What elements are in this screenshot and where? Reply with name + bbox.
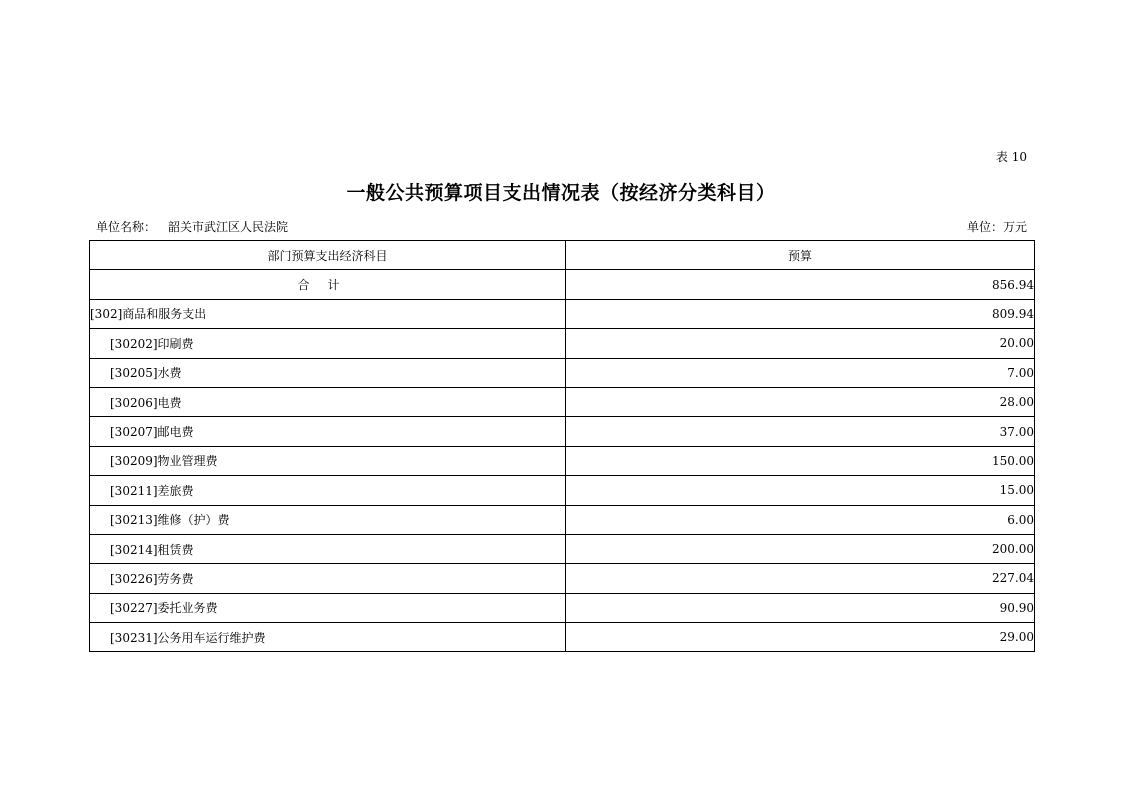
table-row bbox=[90, 387, 1035, 416]
table-row bbox=[90, 505, 1035, 534]
budget-table bbox=[89, 240, 1035, 652]
row-category: [30206]电费 bbox=[90, 387, 566, 416]
table-row bbox=[90, 534, 1035, 563]
row-amount: 227.04 bbox=[566, 564, 1035, 593]
table-row bbox=[90, 623, 1035, 652]
table-row bbox=[90, 270, 1035, 299]
row-category: [30214]租赁费 bbox=[90, 534, 566, 563]
row-amount: 6.00 bbox=[566, 505, 1035, 534]
table-number: 表 10 bbox=[995, 150, 1027, 164]
row-amount: 15.00 bbox=[566, 476, 1035, 505]
row-category: 合计 bbox=[90, 270, 566, 299]
table-row bbox=[90, 358, 1035, 387]
row-category: [30209]物业管理费 bbox=[90, 446, 566, 475]
row-category: [30205]水费 bbox=[90, 358, 566, 387]
row-amount: 200.00 bbox=[566, 534, 1035, 563]
row-category: [302]商品和服务支出 bbox=[90, 299, 566, 328]
table-row bbox=[90, 417, 1035, 446]
currency-unit: 单位：万元 bbox=[966, 220, 1027, 234]
row-amount: 150.00 bbox=[566, 446, 1035, 475]
row-amount: 37.00 bbox=[566, 417, 1035, 446]
row-category: [30202]印刷费 bbox=[90, 329, 566, 358]
row-category: [30213]维修（护）费 bbox=[90, 505, 566, 534]
row-amount: 809.94 bbox=[566, 299, 1035, 328]
table-row bbox=[90, 329, 1035, 358]
row-amount: 7.00 bbox=[566, 358, 1035, 387]
table-row bbox=[90, 476, 1035, 505]
row-amount: 20.00 bbox=[566, 329, 1035, 358]
header-category: 部门预算支出经济科目 bbox=[90, 241, 566, 270]
row-amount: 29.00 bbox=[566, 623, 1035, 652]
table-row bbox=[90, 299, 1035, 328]
row-category: [30211]差旅费 bbox=[90, 476, 566, 505]
header-budget: 预算 bbox=[566, 241, 1035, 270]
unit-name-label: 单位名称： bbox=[96, 220, 157, 234]
row-category: [30227]委托业务费 bbox=[90, 593, 566, 622]
row-category: [30231]公务用车运行维护费 bbox=[90, 623, 566, 652]
row-category: [30207]邮电费 bbox=[90, 417, 566, 446]
unit-name: 韶关市武江区人民法院 bbox=[168, 220, 289, 234]
page-title: 一般公共预算项目支出情况表（按经济分类科目） bbox=[346, 182, 776, 204]
unit-name-block bbox=[96, 218, 288, 235]
table-row bbox=[90, 564, 1035, 593]
row-amount: 90.90 bbox=[566, 593, 1035, 622]
row-amount: 28.00 bbox=[566, 387, 1035, 416]
row-amount: 856.94 bbox=[566, 270, 1035, 299]
table-row bbox=[90, 446, 1035, 475]
row-category: [30226]劳务费 bbox=[90, 564, 566, 593]
table-header-row bbox=[90, 241, 1035, 270]
table-row bbox=[90, 593, 1035, 622]
